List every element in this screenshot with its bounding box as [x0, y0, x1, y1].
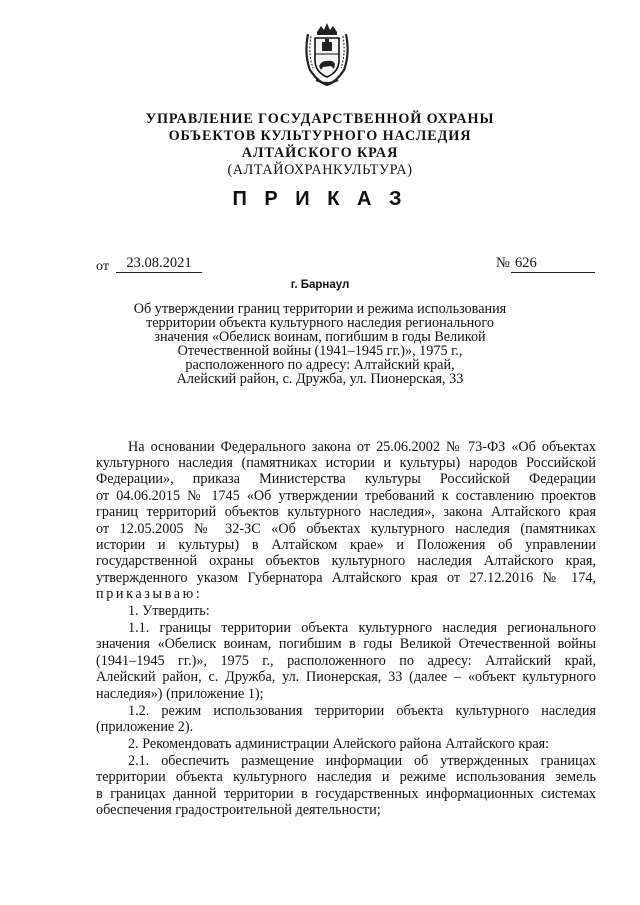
body-line: 1. Утвердить:: [128, 603, 210, 619]
org-name-line-2: ОБЪЕКТОВ КУЛЬТУРНОГО НАСЛЕДИЯ: [168, 128, 472, 144]
subject-line: Об утверждении границ территории и режима использования: [133, 301, 507, 317]
body-line: значения «Обелиск воинам, погибшим в годы Великой Отечественной войны: [96, 636, 596, 652]
body-line: 2. Рекомендовать администрации Алейского района Алтайского края:: [128, 736, 550, 752]
body-line: приказываю:: [96, 586, 203, 602]
number-label: №: [496, 255, 510, 271]
body-line: (приложение 2).: [96, 719, 194, 735]
body-line: истории и культуры) в Алтайском крае» и Положения об управлении: [96, 537, 596, 553]
document-date: 23.08.2021: [116, 255, 202, 273]
body-line: в границах данной территории в государственных информационных системах: [96, 786, 596, 802]
body-line: Алейский район, с. Дружба, ул. Пионерская, 33 (далее – «объект культурного: [96, 669, 596, 685]
body-line: 1.2. режим использования территории объекта культурного наследия: [128, 703, 596, 719]
body-line: обеспечения градостроительной деятельности;: [96, 802, 381, 818]
document-number: 626: [511, 255, 595, 273]
org-name-line-3: АЛТАЙСКОГО КРАЯ: [241, 145, 399, 161]
body-line: от 04.06.2015 № 1745 «Об утверждении требований к составлению проектов: [96, 488, 596, 504]
subject-line: Отечественной войны (1941–1945 гг.)», 1975 г.,: [177, 343, 463, 359]
subject-line: территории объекта культурного наследия регионального: [146, 315, 494, 331]
subject-line: значения «Обелиск воинам, погибшим в годы Великой: [154, 329, 486, 345]
org-name-line-1: УПРАВЛЕНИЕ ГОСУДАРСТВЕННОЙ ОХРАНЫ: [145, 111, 495, 127]
body-line: наследия») (приложение 1);: [96, 686, 264, 702]
body-line: культурного наследия (памятниках истории и культуры) народов Российской: [96, 455, 596, 471]
body-line: территории объекта культурного наследия и режиме использования земель: [96, 769, 596, 785]
body-line: границ территорий объектов культурного наследия», закона Алтайского края: [96, 504, 596, 520]
document-title: П Р И К А З: [232, 188, 408, 210]
org-short-name: (АЛТАЙОХРАНКУЛЬТУРА): [227, 162, 413, 178]
body-line: (1941–1945 гг.)», 1975 г., расположенного по адресу: Алтайский край,: [96, 653, 596, 669]
body-line: утвержденного указом Губернатора Алтайского края от 27.12.2016 № 174,: [96, 570, 596, 586]
body-line: 1.1. границы территории объекта культурного наследия регионального: [128, 620, 596, 636]
body-line: от 12.05.2005 № 32-ЗС «Об объектах культурного наследия (памятниках: [96, 521, 596, 537]
altai-krai-coat-of-arms-icon: [302, 20, 352, 88]
subject-line: расположенного по адресу: Алтайский край,: [185, 357, 455, 373]
body-line: 2.1. обеспечить размещение информации об утвержденных границах: [128, 753, 596, 769]
body-line: Федерации», приказа Министерства культуры Российской Федерации: [96, 471, 596, 487]
date-label: от: [96, 259, 109, 274]
body-line: На основании Федерального закона от 25.06.2002 № 73-ФЗ «Об объектах: [128, 439, 596, 455]
document-city: г. Барнаул: [290, 279, 350, 291]
subject-line: Алейский район, с. Дружба, ул. Пионерская, 33: [176, 371, 464, 387]
body-line: государственной охраны объектов культурного наследия Алтайского края,: [96, 553, 596, 569]
